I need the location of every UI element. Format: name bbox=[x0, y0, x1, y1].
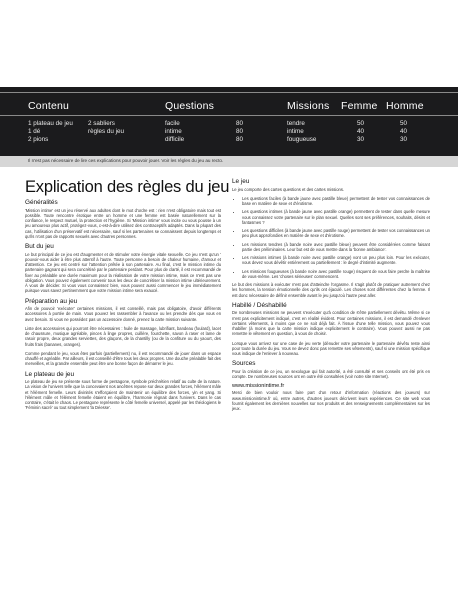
contents-header-bar bbox=[0, 87, 458, 167]
section-heading: But du jeu bbox=[25, 243, 54, 250]
questions-label: difficile bbox=[165, 136, 185, 143]
paragraph: Comme pendant le jeu, vous êtes parfois (partiellement) nu, il est recommandé de jouer dans un espace chauffé et agréable. Par ailleurs, il est conseillé d'être tous les deux propres. Une douche préalable fait des merveilles, et la grandre ensemble peut être une bonne façon de démarrer le jeu. bbox=[25, 350, 221, 367]
missions-femme-count: 50 bbox=[357, 120, 365, 127]
paragraph: De nombreuses missions ne peuvent s'exécuter qu'à condition de s'être partiellement dévêtu. Même si ce n'est pas explicitement indiqué, c'est en réalité évident. Pour certaines missions, il est demandé d'enlever certains vêtements, à moins que ce ne soit déjà fait. À l'issue d'une telle mission, vous pouvez vous rhabiller (à moins que la carte mission indique explicitement le contraire). Vous pouvez aussi ne pas remettre le vêtement en question, à vous de choisir. bbox=[232, 310, 430, 337]
list-item: • Les questions difficiles (à bande jaune avec pastille rouge) permettent de tester vos connaissances un peu plus approfondies en matière de sexe et d'érotisme. bbox=[242, 228, 430, 239]
section-heading: Sources bbox=[232, 360, 256, 368]
top-stripe bbox=[0, 92, 458, 93]
questions-count: 80 bbox=[235, 128, 243, 135]
missions-label: intime bbox=[287, 128, 304, 135]
paragraph: Le but des missions à exécuter n'est pas d'atteindre l'orgasme. Il s'agit plutôt de pratiquer autrement chez les hommes, la tension émotionnelle des qu'ils ont éjaculé. Les choses sont différentes chez la femme. Il est donc nécessaire de définir ensemble avant le jeu jusqu'où l'autre peut aller. bbox=[232, 282, 430, 298]
paragraph: Merci de bien vouloir nous faire part d'un retour d'information (réactions des joueurs) sur www.missionintime.fr où, entre autres, d'autres joueurs décrivent leurs expériences. Ce site web vous fournit également les dernières nouvelles sur nos produits et des renseignements complémentaires sur les jeux. bbox=[232, 390, 430, 411]
list-item: • Les missions fougueuses (à bande noire avec pastille rouge) risquent de vous faire perdre la maîtrise de vous-même. Les 'choses sérieuses' commencent. bbox=[242, 269, 430, 280]
paragraph: 'Mission intime' est un jeu réservé aux adultes dont le mot d'ordre est : rien n'est obligatoire mais tout est possible. Toute rencontre érotique entre un homme et une femme est basée naturellement sur la confiance, le respect mutuel, la protection et l'hygiène. Si 'Mission intime' vous incite ou vous pousse à un jeu amoureux plus actif, protégez-vous, c-est-à-dire utilisez des contraceptifs adaptés. Dans la plupart des cas, l'utilisation d'un préservatif est nécessaire, sauf si les partenaires se connaissent depuis longtemps et qu'ils n'ont pas de rapports sexuels avec d'autres personnes. bbox=[25, 207, 221, 239]
paragraph: Le plateau de jeu se présente sous forme de pentagone, symbole préchrétien relatif au culte de la nature. La vision de l'univers telle que la concevaient nos ancêtres repose sur deux grandes forces, l'élément mâle et l'élément femelle. Leurs divinités s'efforçaient de maintenir un équilibre des forces, yin et yang. Si l'élément mâle et l'élément femelle étaient en équilibre, l'harmonie régnait dans l'univers. Dans le cas contraire, c'était le chaos. Le pentagone représente le côté femelle universel, appelé par les théologiens le 'Féminin sacré' ou tout simplement 'la Déesse'. bbox=[25, 379, 221, 411]
list-item: • Les questions intimes (à bande jaune avec pastille orange) permettent de tester dans quelle mesure vous connaissez votre partenaire sur le plan sexuel. Quelles sont ses préférences, souhaits, désirs et fantasmes ? bbox=[242, 209, 430, 225]
missions-label: tendre bbox=[287, 120, 305, 127]
missions-homme-count: 40 bbox=[400, 128, 408, 135]
paragraph: Le jeu comporte des cartes questions et des cartes missions. bbox=[232, 186, 345, 192]
questions-label: intime bbox=[165, 128, 182, 135]
section-heading: Habillé / Déshabillé bbox=[232, 301, 287, 309]
paragraph: Liste des accessoires qui pourront être nécessaires : huile de massage, lubrifiant, bandeau (foulard), lacet de chaussure, musique agréable, pinces à linge propres, cuillère, fourchette, savon à raser et lame de rasoir propre, deux grandes serviettes, des glaçons, de la chantilly (ou de la confiture ou du yaourt, des fruits frais (bananes, oranges). bbox=[25, 325, 221, 347]
contenu-item: 1 dé bbox=[28, 128, 41, 135]
missions-label: fougueuse bbox=[287, 136, 317, 143]
heading-underline bbox=[0, 115, 458, 116]
questions-count: 80 bbox=[235, 136, 243, 143]
list-item: • Les missions tendres (à bande noire avec pastille bleue) peuvent être considérées comme faisant partie des préliminaires. Leur but est de vous mettre dans la 'bonne ambiance'. bbox=[242, 242, 430, 253]
website-link[interactable]: www.missionintime.fr bbox=[232, 383, 285, 390]
questions-count: 80 bbox=[235, 120, 243, 127]
missions-femme-count: 40 bbox=[357, 128, 365, 135]
top-margin bbox=[0, 0, 458, 87]
notice-text: Il n'est pas nécessaire de lire ces explications pour pouvoir jouer. Voir les règles du jeu au recto. bbox=[28, 158, 224, 163]
section-heading: Préparation au jeu bbox=[25, 297, 78, 305]
section-heading: Le jeu bbox=[232, 178, 250, 185]
paragraph: Le but principal de ce jeu est d'augmenter et de stimuler votre énergie vitale sexuelle. Ce jeu n'est qu'un ' pouvoir-vous aider à être plus attentif à l'autre. Toute personne a besoin de chaleur humaine, d'amour et d'attention. Ce jeu est centré sur l'attention prêtée à son partenaire. Au final, c'est le mission intime du partenaire gagnant qui sera concrétisé par le partenaire perdant. Pour plus de clarté, il est recommandé de fixer au préalable une durée maximum pour la réalisation de votre mission intime, mais ce n'est pas une obligation. Vous pouvez également convenir tous les deux de concrétiser la mission intime ultérieurement. À vous de décider. Si vous vous connaissez bien, vous pouvez aussi commencer le jeu immédiatement puisque vous savez pertinemment que votre mission intime sera exaucé. bbox=[25, 251, 221, 294]
section-heading: Généralités bbox=[25, 199, 58, 206]
missions-femme-count: 30 bbox=[357, 136, 365, 143]
contenu-item: règles du jeu bbox=[88, 128, 125, 135]
contenu-heading: Contenu bbox=[28, 100, 70, 112]
section-heading: Le plateau de jeu bbox=[25, 370, 75, 378]
left-column bbox=[25, 199, 221, 415]
notice-bar bbox=[0, 156, 458, 167]
list-item: • Les questions faciles (à bande jaune avec pastille bleue) permettent de tester vos connaissances de base en matière de sexe et d'érotisme. bbox=[242, 196, 430, 207]
list-item: • Les missions intimes (à bande noire avec pastille orange) vont un peu plus loin. Pour les exécuter, vous devez vous dévêtir entièrement ou partiellement : le degré d'intimité augmente. bbox=[242, 255, 430, 266]
card-type-list bbox=[232, 196, 430, 279]
contenu-item: 2 pions bbox=[28, 136, 49, 143]
missions-homme-count: 30 bbox=[400, 136, 408, 143]
femme-heading: Femme bbox=[341, 100, 378, 112]
paragraph: Lorsque vous arrivez sur une case de jeu verte (dénuder votre partenaire le partenaire dévêtu reste ainsi pour toute la durée du jeu. Vous ne devez donc pas remettre ses vêtements), sauf si une mission spécifique vous indique de l'enlever à nouveau. bbox=[232, 340, 430, 356]
right-column bbox=[232, 178, 430, 415]
questions-heading: Questions bbox=[165, 100, 215, 112]
homme-heading: Homme bbox=[386, 100, 424, 112]
contenu-item: 2 sabliers bbox=[88, 120, 115, 127]
missions-heading: Missions bbox=[287, 100, 330, 112]
paragraph: Afin de pouvoir 'exécuter' certaines missions, il est conseillé, mais pas obligatoire, d'avoir différents accessoires à portée de main. Vous pouvez les rassembler à l'avance ou les prendre dès que vous en avez besoin. Si vous ne possédez pas un accessoire donné, prenez la carte mission suivante. bbox=[25, 306, 221, 322]
page-title: Explication des règles du jeu bbox=[25, 178, 230, 196]
missions-homme-count: 50 bbox=[400, 120, 408, 127]
paragraph: Pour la création de ce jeu, un sexologue qui fait autorité, a été consulté et ses conseils ont été pris en compte. De nombreuses sources ont en outre été consultées (voir notre site Internet). bbox=[232, 368, 430, 379]
contenu-item: 1 plateau de jeu bbox=[28, 120, 73, 127]
questions-label: facile bbox=[165, 120, 180, 127]
